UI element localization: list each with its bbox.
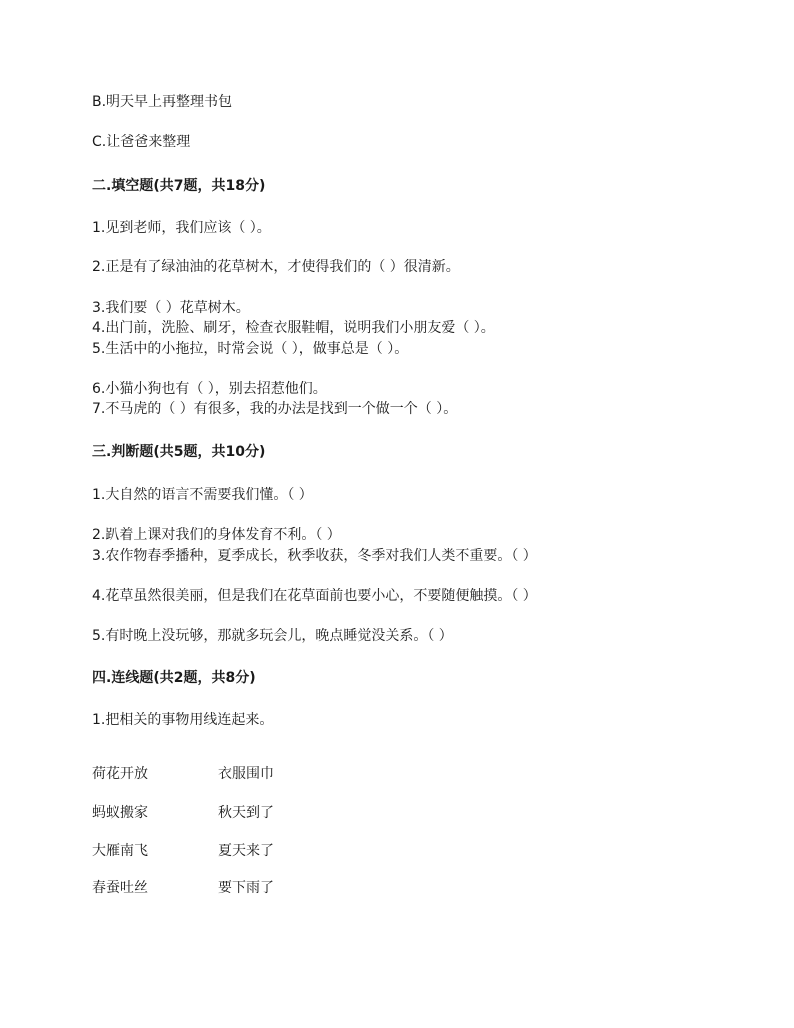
fill-question-6: 6.小猫小狗也有（ ），别去招惹他们。 (92, 381, 327, 397)
match-right-item: 要下雨了 (218, 880, 274, 896)
judge-question-1: 1.大自然的语言不需要我们懂。（ ） (92, 487, 313, 503)
section-heading-fill-in: 二.填空题(共7题，共18分) (92, 178, 266, 194)
match-right-item: 秋天到了 (218, 805, 274, 821)
match-left-item: 春蚕吐丝 (92, 880, 148, 896)
match-right-item: 衣服围巾 (218, 766, 274, 782)
fill-question-4: 4.出门前，洗脸、刷牙，检查衣服鞋帽，说明我们小朋友爱（ ）。 (92, 320, 495, 336)
fill-question-5: 5.生活中的小拖拉，时常会说（ ），做事总是（ ）。 (92, 341, 409, 357)
fill-question-7: 7.不马虎的（ ）有很多，我的办法是找到一个做一个（ ）。 (92, 401, 458, 417)
match-left-item: 蚂蚁搬家 (92, 805, 148, 821)
fill-question-1: 1.见到老师，我们应该（ ）。 (92, 220, 271, 236)
fill-question-3: 3.我们要（ ）花草树木。 (92, 300, 250, 316)
section-heading-true-false: 三.判断题(共5题，共10分) (92, 444, 266, 460)
judge-question-4: 4.花草虽然很美丽，但是我们在花草面前也要小心，不要随便触摸。（ ） (92, 588, 537, 604)
judge-question-2: 2.趴着上课对我们的身体发育不利。（ ） (92, 527, 341, 543)
match-question-1: 1.把相关的事物用线连起来。 (92, 712, 274, 728)
judge-question-3: 3.农作物春季播种，夏季成长，秋季收获，冬季对我们人类不重要。（ ） (92, 548, 537, 564)
match-left-item: 大雁南飞 (92, 843, 148, 859)
section-heading-matching: 四.连线题(共2题，共8分) (92, 670, 256, 686)
fill-question-2: 2.正是有了绿油油的花草树木，才使得我们的（ ）很清新。 (92, 259, 460, 275)
judge-question-5: 5.有时晚上没玩够，那就多玩会儿，晚点睡觉没关系。（ ） (92, 628, 453, 644)
option-b: B.明天早上再整理书包 (92, 94, 233, 110)
match-left-item: 荷花开放 (92, 766, 148, 782)
option-c: C.让爸爸来整理 (92, 134, 191, 150)
match-right-item: 夏天来了 (218, 843, 274, 859)
